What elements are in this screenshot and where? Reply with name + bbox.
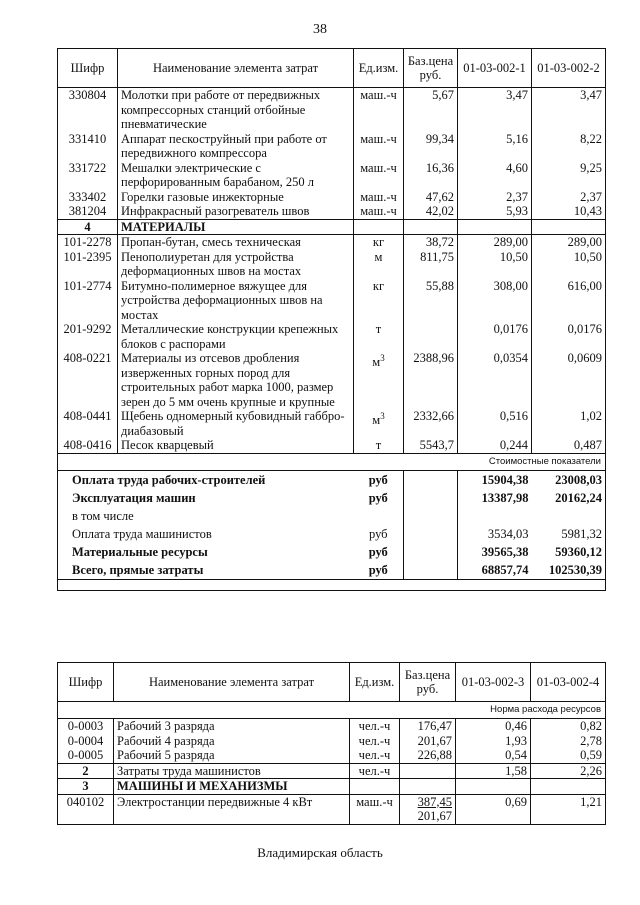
price-cell: 5543,7 [404, 438, 458, 453]
value-b-cell: 2,37 [532, 190, 606, 205]
header-col-b: 01-03-002-4 [531, 663, 606, 702]
code-cell: 408-0416 [58, 438, 118, 453]
header-col-a: 01-03-002-1 [458, 49, 532, 88]
code-cell: 201-9292 [58, 322, 118, 351]
summary-value-b: 20162,24 [532, 489, 606, 507]
summary-row [58, 543, 606, 561]
name-cell: Пенополиуретан для устройства деформационных швов на мостах [118, 250, 354, 279]
summary-unit: руб [368, 526, 388, 541]
name-cell: Электростанции передвижные 4 кВт [114, 794, 350, 824]
code-cell: 381204 [58, 204, 118, 219]
code-cell: 0-0004 [58, 734, 114, 749]
code-cell: 101-2774 [58, 279, 118, 323]
header-name: Наименование элемента затрат [118, 49, 354, 88]
price-cell: 99,34 [404, 132, 458, 161]
summary-value-b: 5981,32 [532, 525, 606, 543]
summary-row [58, 470, 606, 489]
table-row [58, 88, 606, 132]
header-col-a: 01-03-002-3 [456, 663, 531, 702]
price-cell: 5,67 [404, 88, 458, 132]
empty-cell [532, 219, 606, 235]
value-a-cell: 1,93 [456, 734, 531, 749]
summary-value-a: 3534,03 [458, 525, 532, 543]
code-cell: 040102 [58, 794, 114, 824]
table-row [58, 409, 606, 438]
table-row [58, 351, 606, 409]
header-code: Шифр [58, 49, 118, 88]
section-row [58, 219, 606, 235]
value-b-cell: 0,0609 [532, 351, 606, 409]
empty-cell [404, 525, 458, 543]
table-row [58, 204, 606, 219]
summary-unit: руб [368, 544, 388, 559]
value-b-cell: 3,47 [532, 88, 606, 132]
section-number: 4 [58, 219, 118, 235]
price-cell [400, 794, 456, 824]
summary-unit: руб [354, 561, 404, 580]
subheader-row [58, 453, 606, 470]
value-b-cell: 2,26 [531, 763, 606, 779]
value-a-cell: 0,516 [458, 409, 532, 438]
empty-cell [404, 219, 458, 235]
price-cell: 47,62 [404, 190, 458, 205]
code-cell: 331722 [58, 161, 118, 190]
price-cell: 55,88 [404, 279, 458, 323]
subheader-label: Стоимостные показатели [58, 453, 606, 470]
section-title: МАТЕРИАЛЫ [118, 219, 354, 235]
summary-name: Материальные ресурсы [58, 543, 354, 561]
empty-cell [404, 543, 458, 561]
name-cell: Пропан-бутан, смесь техническая [118, 235, 354, 250]
name-cell: Материалы из отсевов дробления изверженных горных пород для строительных работ марка 1000, размер зерен до 5 мм очень крупные и крупные [118, 351, 354, 409]
summary-value-b [532, 507, 606, 525]
table-row [58, 132, 606, 161]
value-a-cell: 2,37 [458, 190, 532, 205]
price-cell: 226,88 [400, 748, 456, 763]
name-cell: Битумно-полимерное вяжущее для устройства деформационных швов на мостах [118, 279, 354, 323]
header-unit: Ед.изм. [354, 49, 404, 88]
table-row [58, 161, 606, 190]
empty-cell [354, 219, 404, 235]
section-number: 2 [58, 763, 114, 779]
empty-cell [458, 219, 532, 235]
summary-name: Оплата труда машинистов [58, 525, 354, 543]
table-row [58, 734, 606, 749]
price-cell [404, 322, 458, 351]
table-header-row [58, 663, 606, 702]
value-a-cell: 289,00 [458, 235, 532, 250]
unit-cell: кг [354, 235, 404, 250]
subheader-label: Норма расхода ресурсов [58, 702, 606, 719]
code-cell: 330804 [58, 88, 118, 132]
price-cell: 2332,66 [404, 409, 458, 438]
unit-cell: м [354, 250, 404, 279]
value-b-cell: 0,82 [531, 719, 606, 734]
price-cell: 16,36 [404, 161, 458, 190]
name-cell: Мешалки электрические с перфорированным барабаном, 250 л [118, 161, 354, 190]
price-cell: 42,02 [404, 204, 458, 219]
summary-row [58, 507, 606, 525]
section-title: МАШИНЫ И МЕХАНИЗМЫ [114, 779, 350, 795]
value-a-cell: 0,46 [456, 719, 531, 734]
name-cell: Инфракрасный разогреватель швов [118, 204, 354, 219]
unit-superscript: 3 [380, 353, 385, 363]
name-cell: Горелки газовые инжекторные [118, 190, 354, 205]
value-a-cell: 10,50 [458, 250, 532, 279]
price-cell: 201,67 [400, 734, 456, 749]
code-cell: 0-0003 [58, 719, 114, 734]
code-cell: 333402 [58, 190, 118, 205]
price-cell: 38,72 [404, 235, 458, 250]
summary-name: Всего, прямые затраты [58, 561, 354, 580]
unit-cell: чел.-ч [350, 763, 400, 779]
section-number: 3 [58, 779, 114, 795]
summary-row [58, 489, 606, 507]
value-b-cell: 10,50 [532, 250, 606, 279]
summary-value-a: 13387,98 [458, 489, 532, 507]
value-a-cell: 1,58 [456, 763, 531, 779]
value-b-cell: 0,59 [531, 748, 606, 763]
code-cell: 101-2278 [58, 235, 118, 250]
price-cell: 2388,96 [404, 351, 458, 409]
table-row [58, 794, 606, 824]
empty-cell [404, 561, 458, 580]
page-number: 38 [313, 22, 327, 37]
value-a-cell: 5,93 [458, 204, 532, 219]
code-cell: 331410 [58, 132, 118, 161]
unit-cell: маш.-ч [354, 190, 404, 205]
empty-cell [400, 763, 456, 779]
unit-cell: $м^3$ [354, 351, 404, 409]
header-col-b: 01-03-002-2 [532, 49, 606, 88]
summary-value-a [458, 507, 532, 525]
name-cell: Песок кварцевый [118, 438, 354, 453]
value-b-cell: 616,00 [532, 279, 606, 323]
name-cell: Затраты труда машинистов [114, 763, 350, 779]
name-cell: Рабочий 5 разряда [114, 748, 350, 763]
value-b-cell: 1,02 [532, 409, 606, 438]
summary-padding-row [58, 579, 606, 590]
section-row [58, 779, 606, 795]
unit-cell: маш.-ч [354, 161, 404, 190]
table-header-row [58, 49, 606, 88]
name-cell: Аппарат пескоструйный при работе от передвижного компрессора [118, 132, 354, 161]
value-a-cell: 0,0176 [458, 322, 532, 351]
summary-name: Оплата труда рабочих-строителей [58, 470, 354, 489]
empty-cell [456, 779, 531, 795]
value-b-cell: 10,43 [532, 204, 606, 219]
summary-name: Эксплуатация машин [58, 489, 354, 507]
resource-table-1 [57, 48, 606, 591]
table-row [58, 250, 606, 279]
unit-cell: маш.-ч [354, 88, 404, 132]
code-cell: 101-2395 [58, 250, 118, 279]
value-a-cell: 0,244 [458, 438, 532, 453]
summary-unit [354, 507, 404, 525]
value-a-cell: 0,0354 [458, 351, 532, 409]
empty-cell [404, 470, 458, 489]
summary-value-a: 68857,74 [458, 561, 532, 580]
summary-name: в том числе [58, 507, 354, 525]
unit-cell: т [354, 438, 404, 453]
header-name: Наименование элемента затрат [114, 663, 350, 702]
empty-cell [531, 779, 606, 795]
unit-cell: маш.-ч [354, 132, 404, 161]
resource-table-2 [57, 662, 606, 825]
header-code: Шифр [58, 663, 114, 702]
header-base-price: Баз.цена руб. [400, 663, 456, 702]
summary-value-b: 23008,03 [532, 470, 606, 489]
price-cell: 176,47 [400, 719, 456, 734]
empty-cell [58, 579, 606, 590]
price-line-1: 387,45 [417, 794, 452, 809]
price-line-2: 201,67 [417, 809, 452, 823]
value-b-cell: 0,487 [532, 438, 606, 453]
empty-cell [400, 779, 456, 795]
empty-cell [404, 489, 458, 507]
table-row [58, 719, 606, 734]
value-a-cell: 0,69 [456, 794, 531, 824]
value-a-cell: 4,60 [458, 161, 532, 190]
table-row [58, 438, 606, 453]
summary-unit: руб [368, 490, 388, 505]
summary-value-b: 102530,39 [532, 561, 606, 580]
value-a-cell: 308,00 [458, 279, 532, 323]
unit-cell: кг [354, 279, 404, 323]
unit-cell: чел.-ч [350, 748, 400, 763]
code-cell: 0-0005 [58, 748, 114, 763]
unit-superscript: 3 [380, 411, 385, 421]
table-row [58, 763, 606, 779]
unit-cell: т [354, 322, 404, 351]
code-cell: 408-0441 [58, 409, 118, 438]
name-cell: Металлические конструкции крепежных блоков с распорами [118, 322, 354, 351]
summary-row [58, 561, 606, 580]
value-b-cell: 289,00 [532, 235, 606, 250]
table-row [58, 322, 606, 351]
value-b-cell: 8,22 [532, 132, 606, 161]
empty-cell [350, 779, 400, 795]
summary-value-b: 59360,12 [532, 543, 606, 561]
summary-value-a: 15904,38 [458, 470, 532, 489]
table-row [58, 748, 606, 763]
name-cell: Рабочий 3 разряда [114, 719, 350, 734]
unit-cell: маш.-ч [350, 794, 400, 824]
table-row [58, 190, 606, 205]
name-cell: Молотки при работе от передвижных компрессорных станций отбойные пневматические [118, 88, 354, 132]
header-unit: Ед.изм. [350, 663, 400, 702]
name-cell: Щебень одномерный кубовидный габбро-диабазовый [118, 409, 354, 438]
table-row [58, 279, 606, 323]
value-a-cell: 3,47 [458, 88, 532, 132]
summary-unit: руб [368, 472, 388, 487]
table-row [58, 235, 606, 250]
name-cell: Рабочий 4 разряда [114, 734, 350, 749]
value-b-cell: 9,25 [532, 161, 606, 190]
unit-cell: чел.-ч [350, 734, 400, 749]
header-base-price: Баз.цена руб. [404, 49, 458, 88]
value-a-cell: 5,16 [458, 132, 532, 161]
unit-cell: маш.-ч [354, 204, 404, 219]
value-b-cell: 1,21 [531, 794, 606, 824]
code-cell: 408-0221 [58, 351, 118, 409]
value-b-cell: 0,0176 [532, 322, 606, 351]
value-b-cell: 2,78 [531, 734, 606, 749]
summary-row [58, 525, 606, 543]
empty-cell [404, 507, 458, 525]
subheader-row [58, 702, 606, 719]
unit-cell: $м^3$ [354, 409, 404, 438]
unit-cell: чел.-ч [350, 719, 400, 734]
footer-region: Владимирская область [257, 845, 383, 860]
value-a-cell: 0,54 [456, 748, 531, 763]
price-cell: 811,75 [404, 250, 458, 279]
summary-value-a: 39565,38 [458, 543, 532, 561]
